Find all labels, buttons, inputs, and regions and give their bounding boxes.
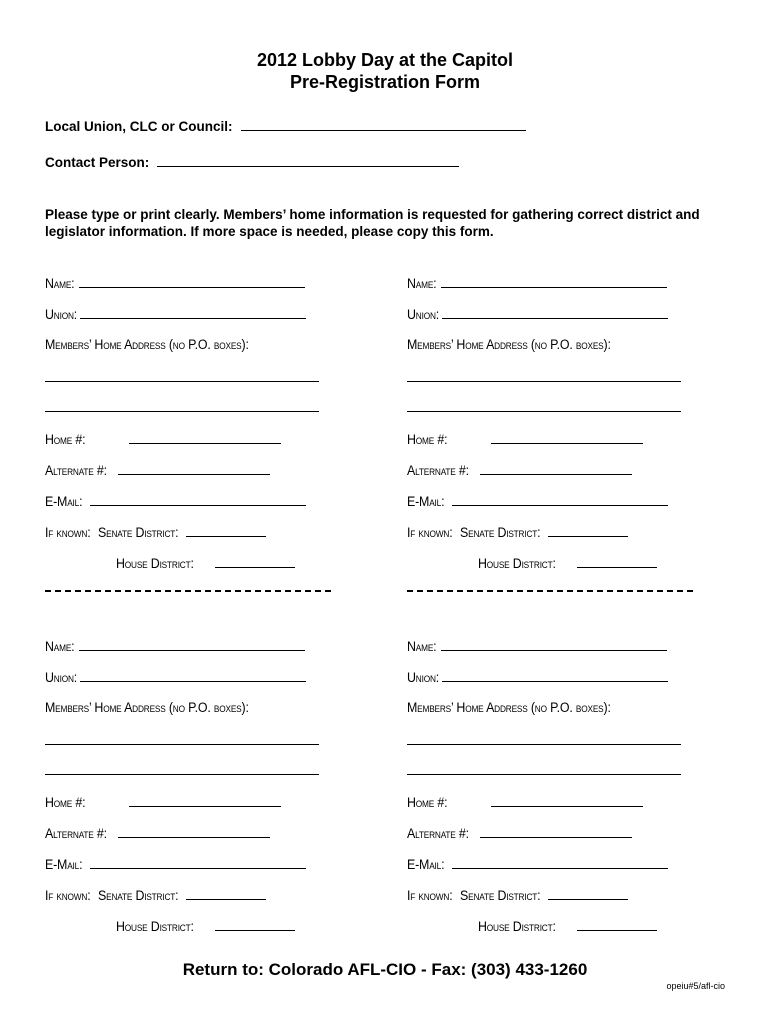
form-title: 2012 Lobby Day at the Capitol: [256, 50, 514, 70]
home-blank[interactable]: [491, 794, 643, 807]
email-label: E-Mail:: [407, 857, 445, 872]
senate-label: Senate District:: [98, 888, 179, 903]
union-row[interactable]: [407, 669, 668, 686]
home-label: Home #:: [407, 432, 448, 447]
local-union-blank[interactable]: [241, 118, 526, 131]
member-entry-2: [407, 275, 707, 575]
home-blank[interactable]: [491, 431, 643, 444]
union-label: Union:: [45, 670, 78, 685]
if-known-label: If known:: [407, 525, 453, 540]
address-row: [407, 337, 628, 353]
name-blank[interactable]: [79, 275, 305, 288]
home-row[interactable]: [45, 431, 281, 448]
address-line-1[interactable]: [45, 381, 319, 382]
name-row[interactable]: [407, 638, 667, 655]
name-label: Name:: [407, 276, 437, 291]
house-row[interactable]: [478, 555, 657, 572]
senate-blank[interactable]: [186, 887, 266, 900]
footer-note: opeiu#5/afl-cio: [666, 981, 725, 991]
house-blank[interactable]: [577, 555, 657, 568]
alternate-label: Alternate #:: [407, 463, 469, 478]
address-label: Members’ Home Address (no P.O. boxes):: [407, 700, 611, 715]
local-union-label: Local Union, CLC or Council:: [45, 119, 233, 134]
address-label: Members’ Home Address (no P.O. boxes):: [407, 337, 611, 352]
union-row[interactable]: [45, 669, 306, 686]
alternate-blank[interactable]: [118, 462, 270, 475]
union-blank[interactable]: [80, 669, 306, 682]
senate-blank[interactable]: [186, 524, 266, 537]
union-row[interactable]: [407, 306, 668, 323]
home-label: Home #:: [45, 432, 86, 447]
home-row[interactable]: [407, 794, 643, 811]
union-label: Union:: [45, 307, 78, 322]
email-blank[interactable]: [90, 856, 306, 869]
union-label: Union:: [407, 670, 440, 685]
local-union-field[interactable]: [45, 118, 526, 134]
senate-label: Senate District:: [98, 525, 179, 540]
member-entry-1: [45, 275, 345, 575]
house-label: House District:: [116, 919, 194, 934]
house-label: House District:: [116, 556, 194, 571]
instructions-text: Please type or print clearly. Members’ home information is requested for gathering correct district and legislator information. If more space is needed, please copy this form.: [45, 207, 700, 239]
address-row: [45, 700, 266, 716]
email-label: E-Mail:: [45, 857, 83, 872]
address-line-1[interactable]: [407, 381, 681, 382]
name-blank[interactable]: [441, 638, 667, 651]
email-blank[interactable]: [452, 856, 668, 869]
email-row[interactable]: [407, 856, 668, 873]
return-to-footer: Return to: Colorado AFL-CIO - Fax: (303) 433-1260: [182, 960, 588, 979]
title-block: [0, 49, 770, 93]
if-known-label: If known:: [45, 888, 91, 903]
senate-label: Senate District:: [460, 888, 541, 903]
email-row[interactable]: [45, 856, 306, 873]
name-row[interactable]: [407, 275, 667, 292]
senate-row[interactable]: [407, 887, 628, 904]
alternate-blank[interactable]: [480, 462, 632, 475]
house-row[interactable]: [478, 918, 657, 935]
address-line-1[interactable]: [407, 744, 681, 745]
alternate-row[interactable]: [45, 825, 270, 842]
address-label: Members’ Home Address (no P.O. boxes):: [45, 337, 249, 352]
home-row[interactable]: [45, 794, 281, 811]
name-row[interactable]: [45, 638, 305, 655]
union-blank[interactable]: [80, 306, 306, 319]
senate-blank[interactable]: [548, 887, 628, 900]
address-line-2[interactable]: [407, 774, 681, 775]
senate-row[interactable]: [45, 524, 266, 541]
contact-person-label: Contact Person:: [45, 155, 150, 170]
union-label: Union:: [407, 307, 440, 322]
home-label: Home #:: [45, 795, 86, 810]
email-label: E-Mail:: [407, 494, 445, 509]
home-label: Home #:: [407, 795, 448, 810]
address-line-2[interactable]: [45, 774, 319, 775]
address-row: [45, 337, 266, 353]
email-blank[interactable]: [452, 493, 668, 506]
if-known-label: If known:: [45, 525, 91, 540]
name-row[interactable]: [45, 275, 305, 292]
alternate-blank[interactable]: [118, 825, 270, 838]
alternate-blank[interactable]: [480, 825, 632, 838]
house-row[interactable]: [116, 918, 295, 935]
union-row[interactable]: [45, 306, 306, 323]
email-label: E-Mail:: [45, 494, 83, 509]
senate-blank[interactable]: [548, 524, 628, 537]
home-blank[interactable]: [129, 794, 281, 807]
alternate-label: Alternate #:: [45, 826, 107, 841]
house-label: House District:: [478, 556, 556, 571]
email-blank[interactable]: [90, 493, 306, 506]
name-label: Name:: [45, 276, 75, 291]
address-line-2[interactable]: [407, 411, 681, 412]
section-divider-right: [407, 590, 693, 592]
address-line-1[interactable]: [45, 744, 319, 745]
senate-label: Senate District:: [460, 525, 541, 540]
house-label: House District:: [478, 919, 556, 934]
form-subtitle: Pre-Registration Form: [289, 72, 481, 92]
name-blank[interactable]: [79, 638, 305, 651]
house-blank[interactable]: [215, 918, 295, 931]
email-row[interactable]: [45, 493, 306, 510]
union-blank[interactable]: [442, 306, 668, 319]
alternate-row[interactable]: [45, 462, 270, 479]
house-row[interactable]: [116, 555, 295, 572]
name-label: Name:: [407, 639, 437, 654]
section-divider-left: [45, 590, 331, 592]
alternate-row[interactable]: [407, 825, 632, 842]
name-blank[interactable]: [441, 275, 667, 288]
if-known-label: If known:: [407, 888, 453, 903]
senate-row[interactable]: [407, 524, 628, 541]
address-label: Members’ Home Address (no P.O. boxes):: [45, 700, 249, 715]
alternate-row[interactable]: [407, 462, 632, 479]
alternate-label: Alternate #:: [407, 826, 469, 841]
address-line-2[interactable]: [45, 411, 319, 412]
alternate-label: Alternate #:: [45, 463, 107, 478]
home-blank[interactable]: [129, 431, 281, 444]
house-blank[interactable]: [215, 555, 295, 568]
member-entry-3: [45, 638, 345, 938]
contact-person-field[interactable]: [45, 154, 459, 170]
contact-person-blank[interactable]: [157, 154, 459, 167]
senate-row[interactable]: [45, 887, 266, 904]
address-row: [407, 700, 628, 716]
email-row[interactable]: [407, 493, 668, 510]
member-entry-4: [407, 638, 707, 938]
name-label: Name:: [45, 639, 75, 654]
home-row[interactable]: [407, 431, 643, 448]
house-blank[interactable]: [577, 918, 657, 931]
union-blank[interactable]: [442, 669, 668, 682]
